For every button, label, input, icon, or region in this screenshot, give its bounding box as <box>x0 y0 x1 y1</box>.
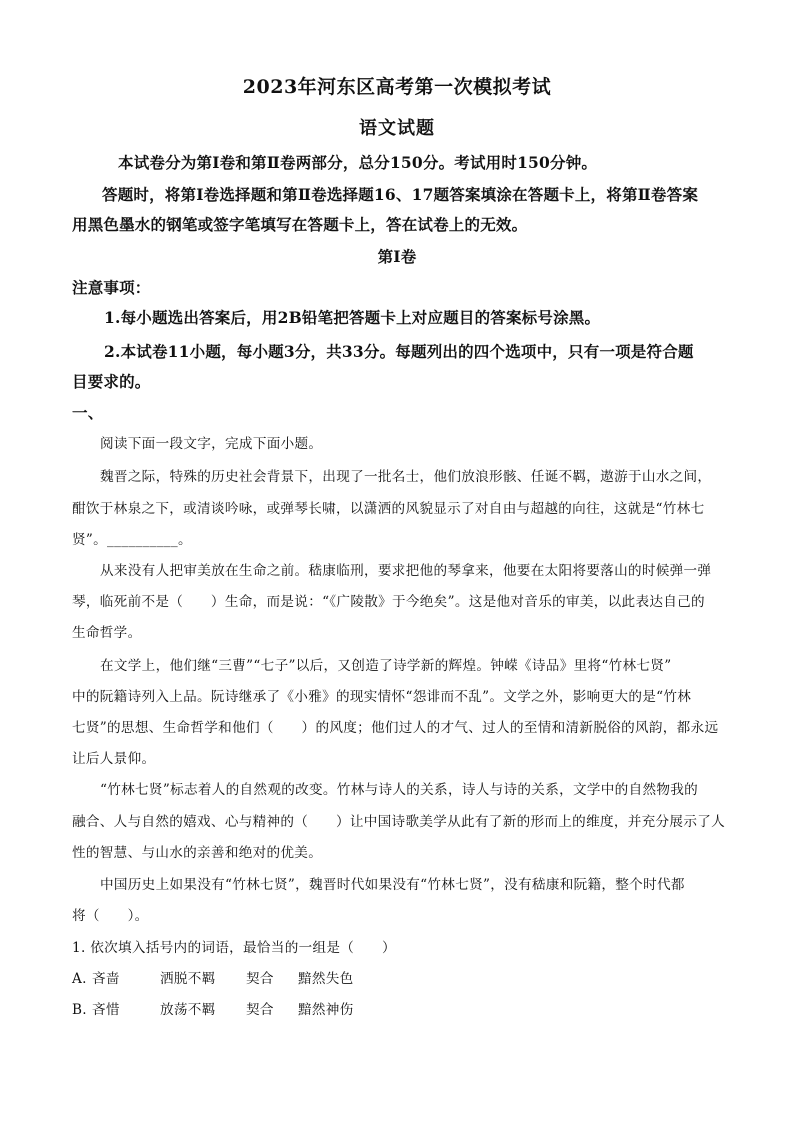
intro-line-1: 本试卷分为第Ⅰ卷和第Ⅱ卷两部分，总分150分。考试用时150分钟。 <box>118 153 598 172</box>
option-word-1: 吝啬 <box>92 971 120 987</box>
notes-item-1: 1.每小题选出答案后，用2B铅笔把答题卡上对应题目的答案标号涂黑。 <box>104 308 601 327</box>
option-letter: B. <box>72 1002 87 1018</box>
option-letter: A. <box>72 971 87 987</box>
notes-item-2a: 2.本试卷11小题，每小题3分，共33分。每题列出的四个选项中，只有一项是符合题 <box>104 342 694 361</box>
passage-p1-line-2: 酣饮于林泉之下，或清谈吟咏，或弹琴长啸，以潇洒的风貌显示了对自由与超越的向往，这就是“竹林七 <box>72 501 705 517</box>
passage-p4-line-2: 融合、人与自然的嬉戏、心与精神的（ ）让中国诗歌美学从此有了新的形而上的维度，并充分展示了人 <box>72 814 726 830</box>
passage-p3-line-4: 让后人景仰。 <box>72 751 156 767</box>
passage-p2-line-2: 琴，临死前不是（ ）生命，而是说：“《广陵散》于今绝矣”。这是他对音乐的审美，以此表达自己的 <box>72 594 705 610</box>
passage-p5-line-2: 将（ ）。 <box>72 908 149 924</box>
exam-subtitle: 语文试题 <box>359 118 435 139</box>
passage-p4-line-3: 性的智慧、与山水的亲善和绝对的优美。 <box>72 845 323 861</box>
option-word-2: 洒脱不羁 <box>160 971 216 987</box>
option-word-3: 契合 <box>246 1002 274 1018</box>
passage-p5-line-1: 中国历史上如果没有“竹林七贤”，魏晋时代如果没有“竹林七贤”，没有嵇康和阮籍，整个时代都 <box>100 877 685 893</box>
passage-p3-line-1: 在文学上，他们继“三曹”“七子”以后，又创造了诗学新的辉煌。钟嵘《诗品》里将“竹林七贤” <box>100 658 672 674</box>
exam-title: 2023年河东区高考第一次模拟考试 <box>242 76 552 98</box>
notes-heading: 注意事项： <box>72 278 151 297</box>
question-1-stem: 1. 依次填入括号内的词语，最恰当的一组是（ ） <box>72 940 396 956</box>
passage-instruction: 阅读下面一段文字，完成下面小题。 <box>100 436 323 452</box>
passage-p1-line-3: 贤”。__________。 <box>72 532 192 548</box>
option-word-3: 契合 <box>246 971 274 987</box>
question-1-option-b <box>72 998 724 1018</box>
passage-p1-line-1: 魏晋之际，特殊的历史社会背景下，出现了一批名士，他们放浪形骸、任诞不羁，遨游于山水之间， <box>100 469 712 485</box>
passage-p2-line-1: 从来没有人把审美放在生命之前。嵇康临刑，要求把他的琴拿来，他要在太阳将要落山的时候弹一弹 <box>100 563 712 579</box>
intro-line-2a: 答题时，将第Ⅰ卷选择题和第Ⅱ卷选择题16、17题答案填涂在答题卡上，将第Ⅱ卷答案 <box>102 185 699 204</box>
passage-p2-line-3: 生命哲学。 <box>72 625 142 641</box>
option-word-4: 黯然神伤 <box>298 1002 354 1018</box>
volume-label: 第Ⅰ卷 <box>377 247 417 266</box>
passage-p3-line-3: 七贤”的思想、生命哲学和他们（ ）的风度；他们过人的才气、过人的至情和清新脱俗的风韵，都永远 <box>72 720 719 736</box>
option-word-4: 黯然失色 <box>298 971 354 987</box>
section-label: 一、 <box>72 403 104 422</box>
question-1-option-a <box>72 967 724 987</box>
passage-p3-line-2: 中的阮籍诗列入上品。阮诗继承了《小雅》的现实情怀“怨诽而不乱”。文学之外，影响更大的是“竹林 <box>72 689 692 705</box>
passage-p4-line-1: “竹林七贤”标志着人的自然观的改变。竹林与诗人的关系，诗人与诗的关系，文学中的自然物我的 <box>100 782 699 798</box>
option-word-1: 吝惜 <box>92 1002 120 1018</box>
option-word-2: 放荡不羁 <box>160 1002 216 1018</box>
notes-item-2b: 目要求的。 <box>72 372 151 391</box>
intro-line-2b: 用黑色墨水的钢笔或签字笔填写在答题卡上，答在试卷上的无效。 <box>72 215 528 234</box>
